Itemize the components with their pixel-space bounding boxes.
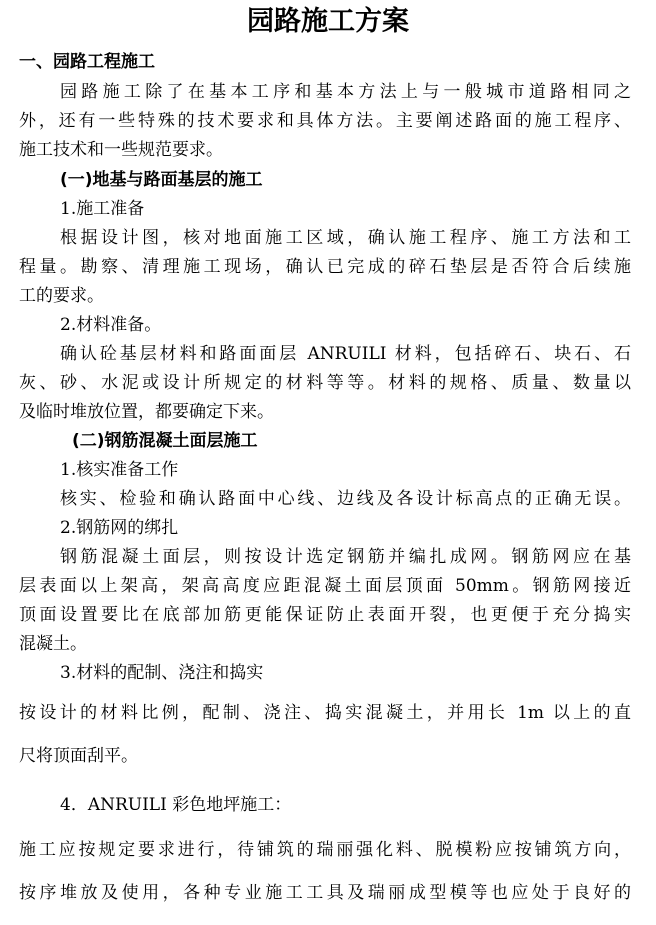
item-title: 4．ANRUILI 彩色地坪施工： (60, 795, 292, 815)
paragraph-line: 顶面设置要比在底部加筋更能保证防止表面开裂，也更便于充分捣实 (19, 605, 631, 625)
item-title: 2.钢筋网的绑扎 (60, 518, 179, 538)
paragraph-line: 工的要求。 (19, 286, 104, 306)
paragraph-line: 园路施工除了在基本工序和基本方法上与一般城市道路相同之 (60, 82, 631, 102)
item-title: 1.施工准备 (60, 199, 145, 219)
paragraph-line: 按设计的材料比例，配制、浇注、捣实混凝土，并用长 1m 以上的直 (19, 703, 631, 723)
subsection-heading: (一)地基与路面基层的施工 (60, 170, 263, 190)
paragraph-line: 外，还有一些特殊的技术要求和具体方法。主要阐述路面的施工程序、 (19, 111, 631, 131)
paragraph-line: 灰、砂、水泥或设计所规定的材料等等。材料的规格、质量、数量以 (19, 373, 631, 393)
section-heading: 一、园路工程施工 (19, 52, 155, 72)
paragraph-line: 程量。勘察、清理施工现场，确认已完成的碎石垫层是否符合后续施 (19, 257, 631, 277)
paragraph-line: 按序堆放及使用，各种专业施工工具及瑞丽成型模等也应处于良好的 (19, 883, 631, 903)
item-title: 1.核实准备工作 (60, 460, 179, 480)
item-title: 2.材料准备。 (60, 315, 162, 335)
item-title: 3.材料的配制、浇注和捣实 (60, 663, 264, 683)
paragraph-line: 核实、检验和确认路面中心线、边线及各设计标高点的正确无误。 (60, 489, 631, 509)
paragraph-line: 施工应按规定要求进行，待铺筑的瑞丽强化料、脱模粉应按铺筑方向， (19, 840, 631, 860)
subsection-heading: (二)钢筋混凝土面层施工 (72, 431, 258, 451)
paragraph-line: 施工技术和一些规范要求。 (19, 140, 223, 160)
page-title: 园路施工方案 (247, 6, 409, 37)
paragraph-line: 层表面以上架高，架高高度应距混凝土面层顶面 50mm。钢筋网接近 (19, 576, 631, 596)
paragraph-line: 尺将顶面刮平。 (19, 746, 138, 766)
paragraph-line: 确认砼基层材料和路面面层 ANRUILI 材料，包括碎石、块石、石 (60, 344, 631, 364)
paragraph-line: 及临时堆放位置，都要确定下来。 (19, 402, 274, 422)
paragraph-line: 钢筋混凝土面层，则按设计选定钢筋并编扎成网。钢筋网应在基 (60, 547, 631, 567)
paragraph-line: 混凝土。 (19, 634, 87, 654)
paragraph-line: 根据设计图，核对地面施工区域，确认施工程序、施工方法和工 (60, 228, 631, 248)
